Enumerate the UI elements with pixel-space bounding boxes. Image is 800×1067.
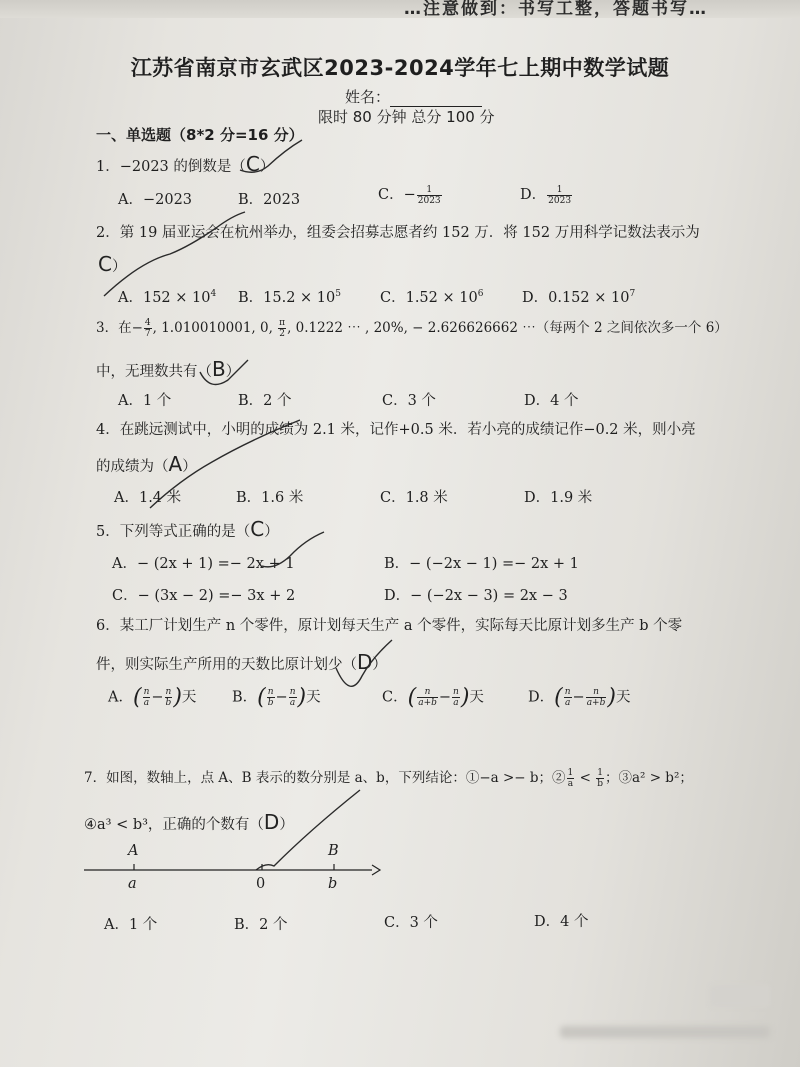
handwritten-answer: A bbox=[168, 452, 183, 476]
stem-part: < bbox=[575, 770, 596, 786]
answer-close-paren: ） bbox=[225, 364, 241, 380]
stem-part: 如图，数轴上，点 A、B 表示的数分别是 a、b，下列结论：①−a >− b；② bbox=[106, 770, 566, 786]
top-bleed-text: …注意做到：书写工整，答题书写… bbox=[404, 0, 708, 19]
exponent: 7 bbox=[629, 289, 636, 299]
stem-part: ；③a² > b²； bbox=[604, 770, 693, 786]
minus-sign: − bbox=[275, 689, 288, 706]
fraction-denominator: 7 bbox=[144, 329, 151, 339]
check-mark-q3 bbox=[200, 360, 248, 385]
answer-close-paren: ） bbox=[259, 159, 275, 175]
check-mark-q7 bbox=[256, 790, 360, 870]
check-mark-q1 bbox=[240, 140, 302, 172]
option-a: A．− (2x + 1) =− 2x + 1 bbox=[112, 556, 295, 572]
fraction-numerator: n bbox=[165, 687, 172, 697]
answer-close-paren: ） bbox=[279, 817, 294, 833]
unit-label: 天 bbox=[306, 689, 321, 706]
name-label: 姓名： bbox=[345, 88, 391, 106]
fraction-denominator: a bbox=[453, 698, 459, 708]
right-paren: ) bbox=[297, 685, 307, 710]
fraction-numerator: n bbox=[586, 687, 607, 698]
option-a: A．1.4 米 bbox=[114, 490, 182, 506]
handwritten-answer: C bbox=[250, 517, 265, 541]
question-number: 1． bbox=[96, 159, 120, 175]
fraction-denominator: a+b bbox=[418, 698, 437, 708]
fraction-numerator: 1 bbox=[567, 768, 574, 778]
stem-part: 在− bbox=[118, 320, 143, 336]
right-paren: ) bbox=[607, 685, 616, 710]
check-mark-q4 bbox=[150, 420, 300, 508]
question-stem: ④a³ < b³，正确的个数有（ bbox=[84, 817, 264, 833]
left-paren: ( bbox=[132, 685, 142, 710]
minus-sign: − bbox=[151, 689, 164, 706]
question-stem: 在跳远测试中，小明的成绩为 2.1 米，记作+0.5 米．若小亮的成绩记作−0.2 米，则小亮 bbox=[119, 422, 696, 438]
question-stem: 第 19 届亚运会在杭州举办，组委会招募志愿者约 152 万．将 152 万用科学记数法表示为 bbox=[119, 225, 700, 241]
option-text: B．15.2 × 10 bbox=[238, 290, 336, 306]
question-number: 5． bbox=[96, 524, 120, 540]
fraction-numerator: n bbox=[267, 687, 274, 697]
option-a: A．1 个 bbox=[104, 917, 158, 933]
handwritten-answer: C bbox=[245, 152, 260, 176]
option-text: A．152 × 10 bbox=[118, 290, 211, 306]
option-c: C．− (3x − 2) =− 3x + 2 bbox=[112, 588, 296, 604]
question-stem: 下列等式正确的是（ bbox=[119, 524, 251, 540]
page-title: 江苏省南京市玄武区2023-2024学年七上期中数学试题 bbox=[130, 56, 670, 80]
option-label: D． bbox=[528, 689, 555, 706]
question-number: 2． bbox=[96, 225, 120, 241]
option-label: D． bbox=[520, 187, 547, 203]
exponent: 5 bbox=[335, 289, 341, 299]
exponent: 6 bbox=[477, 289, 484, 299]
minus-sign: − bbox=[438, 689, 452, 706]
handwritten-answer: B bbox=[212, 357, 226, 381]
fraction-numerator: n bbox=[453, 687, 459, 697]
option-a: A．1 个 bbox=[118, 393, 172, 409]
fraction-denominator: a bbox=[289, 698, 296, 708]
fraction-numerator: 1 bbox=[597, 768, 603, 778]
option-b: B．2 个 bbox=[238, 393, 292, 409]
right-paren: ) bbox=[460, 685, 470, 710]
left-paren: ( bbox=[407, 685, 417, 710]
option-a: A．−2023 bbox=[118, 192, 193, 208]
option-c: C．3 个 bbox=[384, 915, 438, 931]
fraction-denominator: a+b bbox=[586, 698, 606, 708]
handwritten-answer: D bbox=[357, 650, 373, 674]
option-b: B．2023 bbox=[238, 192, 301, 208]
option-label: C．− bbox=[378, 187, 416, 203]
fraction-numerator: n bbox=[289, 687, 296, 697]
option-text: C．1.52 × 10 bbox=[380, 290, 478, 306]
answer-close-paren: ） bbox=[372, 657, 387, 673]
fraction-numerator: π bbox=[279, 318, 286, 328]
exponent: 4 bbox=[210, 289, 217, 299]
option-b: B．1.6 米 bbox=[236, 490, 304, 506]
fraction-denominator: 2023 bbox=[417, 195, 441, 206]
point-B-label: B bbox=[328, 843, 339, 859]
minus-sign: − bbox=[572, 689, 585, 706]
question-stem: 件，则实际生产所用的天数比原计划少（ bbox=[96, 657, 357, 673]
fraction-denominator: 2023 bbox=[548, 195, 572, 206]
fraction-numerator: 1 bbox=[417, 185, 442, 196]
question-number: 7． bbox=[84, 770, 107, 786]
fraction-numerator: n bbox=[417, 687, 438, 698]
fraction-denominator: a bbox=[564, 698, 571, 708]
fraction-denominator: b bbox=[165, 698, 172, 708]
question-number: 4． bbox=[96, 422, 120, 438]
option-d: D．4 个 bbox=[534, 914, 589, 930]
question-stem: 某工厂计划生产 n 个零件，原计划每天生产 a 个零件，实际每天比原计划多生产 b 个零 bbox=[119, 618, 683, 634]
answer-close-paren: ） bbox=[264, 524, 279, 540]
option-label: A． bbox=[108, 689, 133, 706]
fraction-numerator: n bbox=[564, 687, 571, 697]
option-c: C．3 个 bbox=[382, 393, 436, 409]
fraction-denominator: 2 bbox=[279, 329, 285, 339]
check-mark-q6 bbox=[336, 640, 392, 686]
point-a-value: a bbox=[128, 876, 137, 892]
right-paren: ) bbox=[173, 685, 182, 710]
option-text: D．0.152 × 10 bbox=[522, 290, 630, 306]
question-stem: −2023 的倒数是（ bbox=[119, 159, 246, 175]
fraction-numerator: 4 bbox=[144, 318, 151, 328]
fraction-denominator: b bbox=[597, 779, 603, 789]
stem-part: , 0.1222 ⋯ , 20%, − 2.626626662 ⋯（每两个 2 之间依次多一个 6） bbox=[287, 320, 728, 336]
section-title: 一、单选题（8*2 分=16 分） bbox=[96, 126, 304, 144]
option-label: B． bbox=[232, 689, 258, 706]
option-d: D．4 个 bbox=[524, 393, 579, 409]
question-stem: 的成绩为（ bbox=[96, 459, 169, 475]
fraction-numerator: 1 bbox=[547, 185, 572, 196]
fraction-denominator: a bbox=[567, 779, 574, 789]
answer-close-paren: ） bbox=[111, 259, 127, 275]
fraction-numerator: n bbox=[143, 687, 150, 697]
handwritten-answer: C bbox=[98, 252, 112, 276]
left-paren: ( bbox=[554, 685, 563, 710]
answer-close-paren: ） bbox=[182, 459, 197, 475]
origin-label: 0 bbox=[256, 876, 266, 892]
option-label: C． bbox=[382, 689, 408, 706]
check-mark-q5 bbox=[262, 532, 324, 567]
number-line-arrow bbox=[372, 865, 380, 875]
time-info: 限时 80 分钟 总分 100 分 bbox=[318, 108, 495, 126]
question-number: 6． bbox=[96, 618, 120, 634]
fraction-denominator: a bbox=[143, 698, 150, 708]
option-b: B．2 个 bbox=[234, 917, 288, 933]
option-b: B．− (−2x − 1) =− 2x + 1 bbox=[384, 556, 579, 572]
option-d: D．1.9 米 bbox=[524, 490, 593, 506]
option-c: C．1.8 米 bbox=[380, 490, 448, 506]
point-b-value: b bbox=[328, 876, 338, 892]
unit-label: 天 bbox=[615, 689, 631, 706]
option-d: D．− (−2x − 3) = 2x − 3 bbox=[384, 588, 568, 604]
question-stem: 中，无理数共有（ bbox=[96, 364, 212, 380]
stem-part: , 1.010010001, 0, bbox=[152, 320, 278, 336]
fraction-denominator: b bbox=[267, 698, 274, 708]
handwritten-answer: D bbox=[263, 810, 280, 834]
question-number: 3． bbox=[96, 320, 119, 336]
unit-label: 天 bbox=[181, 689, 197, 706]
left-paren: ( bbox=[257, 685, 266, 710]
check-mark-q2 bbox=[104, 212, 245, 296]
unit-label: 天 bbox=[469, 689, 484, 706]
point-A-label: A bbox=[128, 843, 139, 859]
